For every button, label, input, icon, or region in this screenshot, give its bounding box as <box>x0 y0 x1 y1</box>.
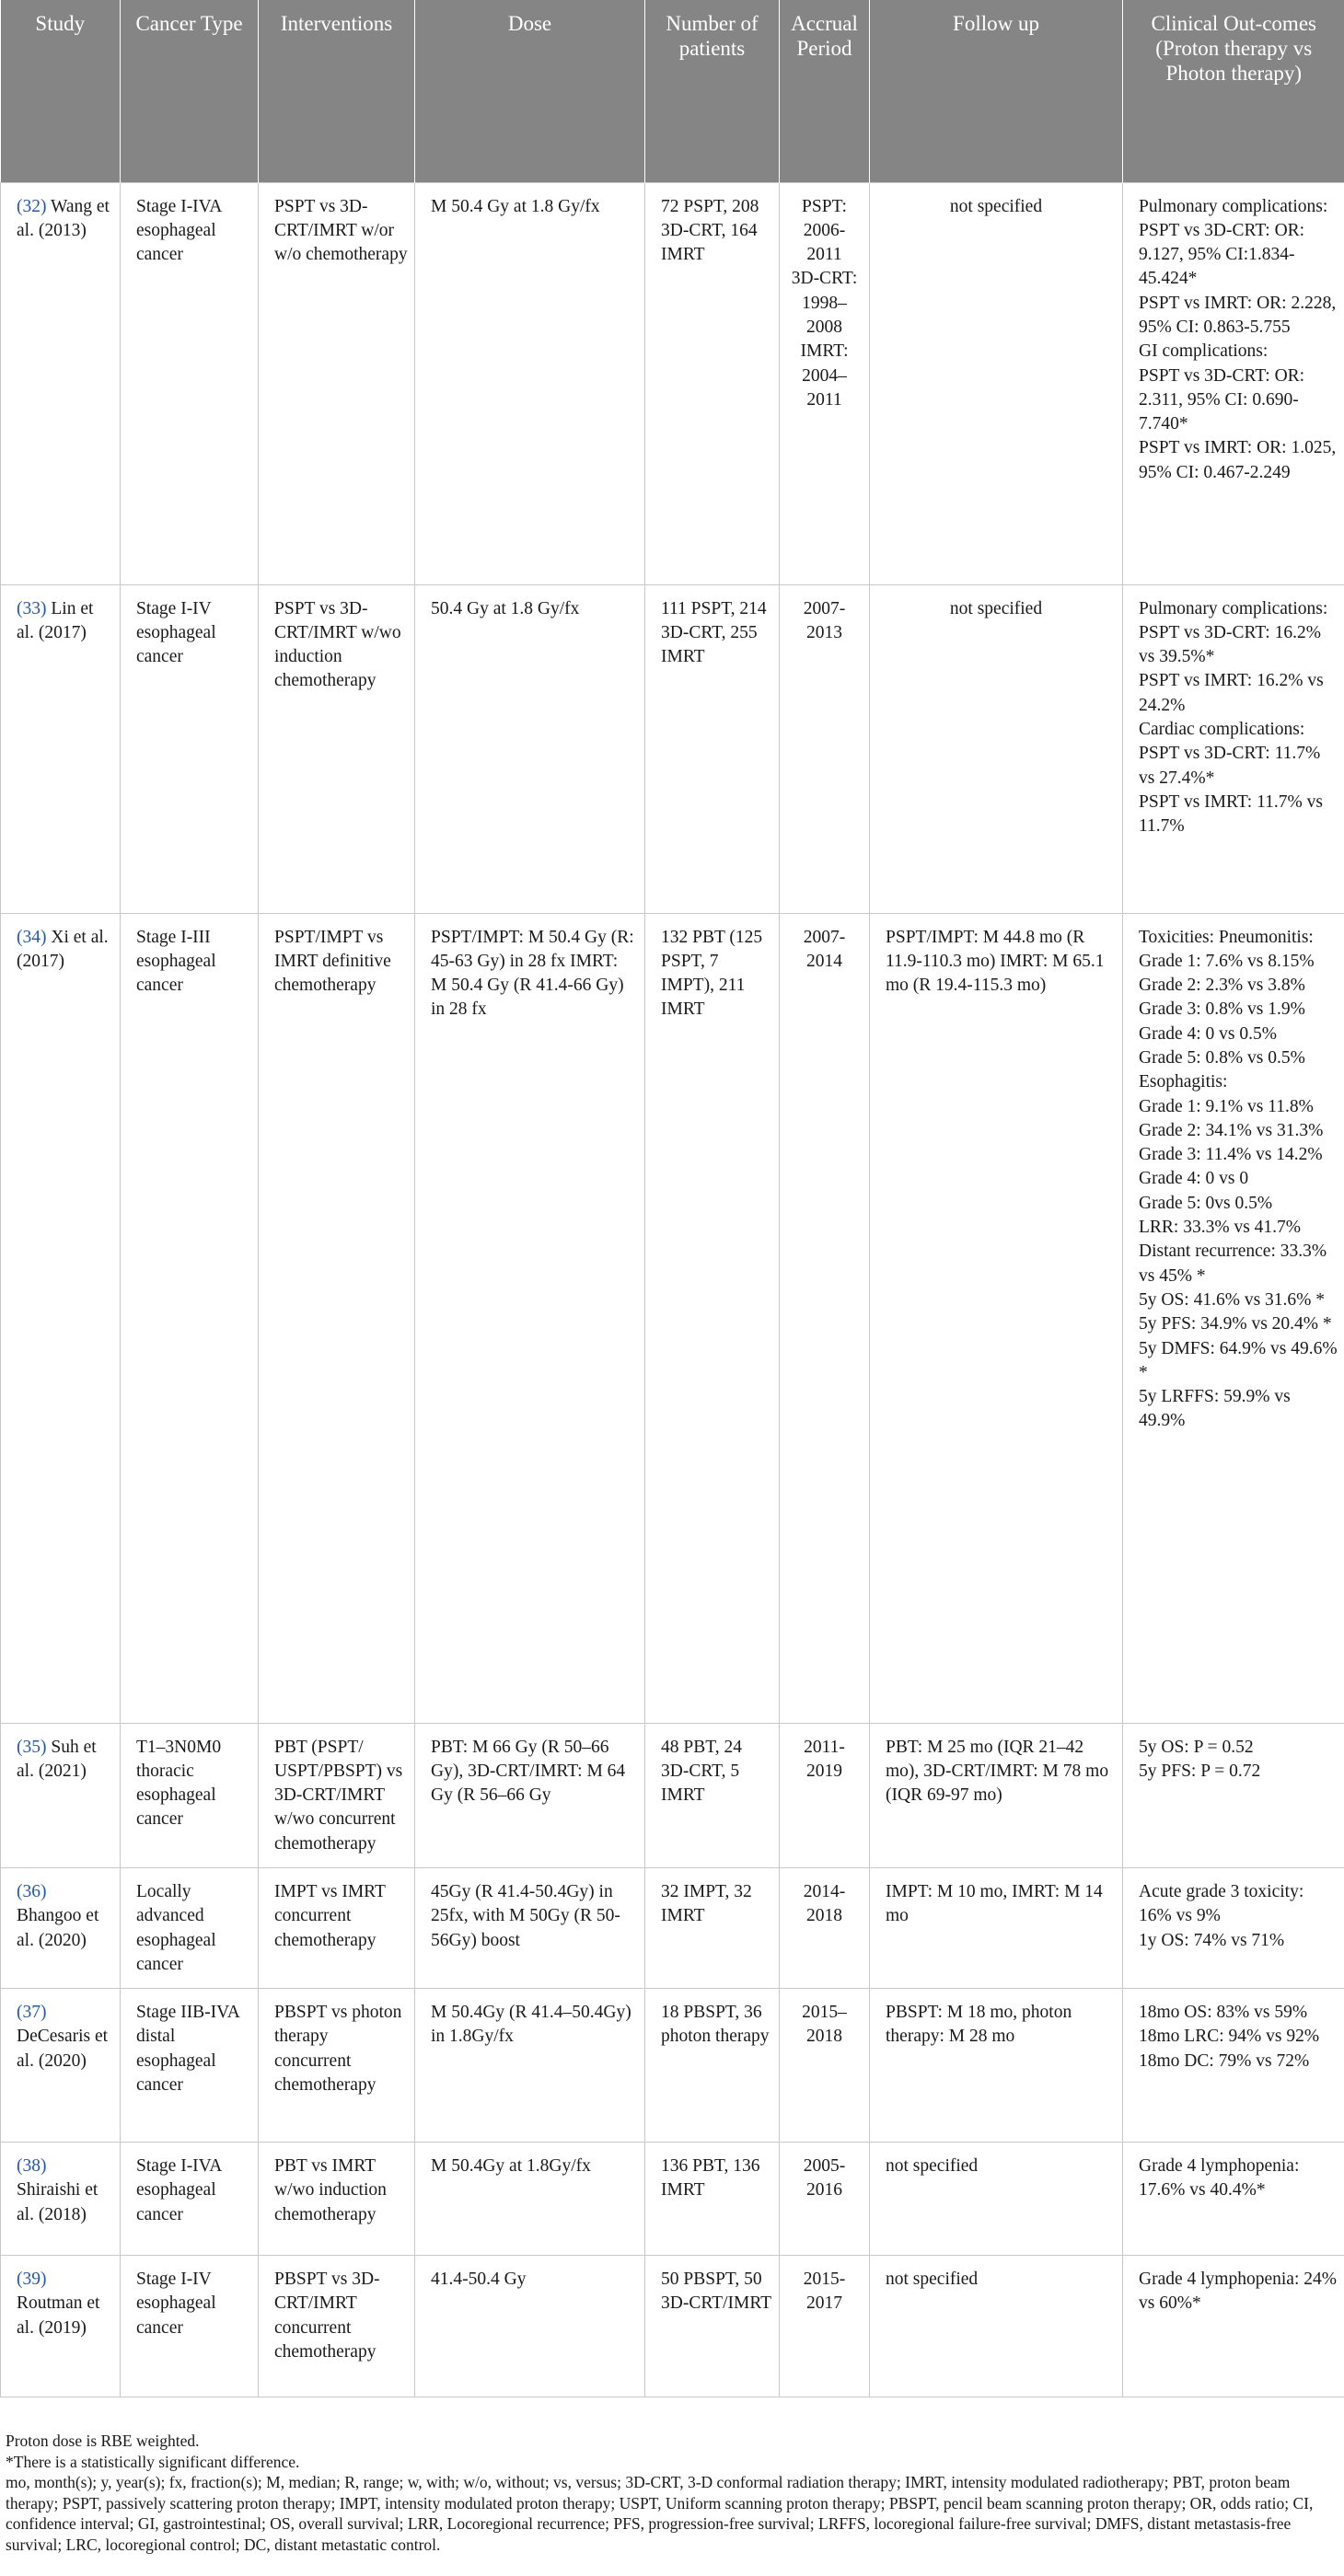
patients-cell <box>645 1989 780 2143</box>
study-cell <box>1 913 121 1723</box>
table-row <box>1 2256 1344 2397</box>
outcome-line: Grade 5: 0.8% vs 0.5% <box>1139 1047 1305 1068</box>
accrual-cell <box>780 182 870 584</box>
accrual-cell <box>780 1723 870 1867</box>
table-row <box>1 1723 1344 1867</box>
outcomes-cell <box>1123 1989 1344 2143</box>
patients-cell <box>645 1723 780 1867</box>
outcome-line: PSPT vs 3D-CRT: OR: 9.127, 95% CI:1.834-45.424* <box>1139 220 1305 289</box>
follow-up-text: PSPT/IMPT: M 44.8 mo (R 11.9-110.3 mo) IMRT: M 65.1 mo (R 19.4-115.3 mo) <box>886 927 1105 996</box>
outcome-line: 18mo LRC: 94% vs 92% <box>1139 2027 1320 2047</box>
study-cell <box>1 2256 121 2397</box>
outcome-line: Grade 2: 2.3% vs 3.8% <box>1139 976 1305 996</box>
header-study: Study <box>1 0 121 182</box>
accrual-line: 2007-2014 <box>803 927 846 971</box>
outcome-line: PSPT vs IMRT: OR: 2.228, 95% CI: 0.863-5.755 <box>1139 293 1337 337</box>
outcome-line: 5y LRFFS: 59.9% vs 49.9% <box>1139 1387 1291 1431</box>
follow-up-cell <box>870 1989 1123 2143</box>
reference-link[interactable]: (32) <box>17 196 47 216</box>
follow-up-cell <box>870 2143 1123 2256</box>
header-cancer-type: Cancer Type <box>121 0 259 182</box>
interventions-text: PBSPT vs 3D-CRT/IMRT concurrent chemotherapy <box>274 2270 380 2362</box>
accrual-line: 3D-CRT: 1998–2008 <box>791 269 858 337</box>
table-row <box>1 1867 1344 1988</box>
cancer-type-cell <box>121 1989 259 2143</box>
study-name: Shiraishi et al. (2018) <box>17 2180 98 2224</box>
header-follow-up: Follow up <box>870 0 1123 182</box>
interventions-cell <box>259 1867 415 1988</box>
dose-cell <box>415 913 645 1723</box>
dose-text: PSPT/IMPT: M 50.4 Gy (R: 45-63 Gy) in 28 fx IMRT: M 50.4 Gy (R 41.4-66 Gy) in 28 fx <box>431 927 634 1020</box>
interventions-cell <box>259 2256 415 2397</box>
dose-text: M 50.4Gy (R 41.4–50.4Gy) in 1.8Gy/fx <box>431 2003 631 2047</box>
follow-up-text: not specified <box>949 598 1043 618</box>
study-name: Lin et al. (2017) <box>17 598 94 642</box>
cancer-type-cell <box>121 1723 259 1867</box>
outcome-line: Cardiac complications: <box>1139 719 1305 739</box>
patients-text: 18 PBSPT, 36 photon therapy <box>661 2003 770 2047</box>
follow-up-text: PBSPT: M 18 mo, photon therapy: M 28 mo <box>886 2003 1072 2047</box>
outcomes-cell <box>1123 913 1344 1723</box>
header-row <box>1 0 1344 182</box>
patients-cell <box>645 2143 780 2256</box>
follow-up-text: not specified <box>949 196 1043 216</box>
dose-cell <box>415 2143 645 2256</box>
cancer-type-text: Stage I-IVA esophageal cancer <box>136 196 222 265</box>
interventions-cell <box>259 1989 415 2143</box>
interventions-text: PBSPT vs photon therapy concurrent chemotherapy <box>274 2003 402 2096</box>
study-name: Routman et al. (2019) <box>17 2293 100 2338</box>
follow-up-text: not specified <box>886 2270 979 2290</box>
follow-up-cell <box>870 1723 1123 1867</box>
outcome-line: 18mo DC: 79% vs 72% <box>1139 2050 1310 2071</box>
reference-link[interactable]: (39) <box>17 2270 47 2290</box>
reference-link[interactable]: (35) <box>17 1737 47 1757</box>
outcome-line: 5y OS: P = 0.52 <box>1139 1737 1254 1757</box>
interventions-text: PBT vs IMRT w/wo induction chemotherapy <box>274 2156 387 2224</box>
interventions-text: IMPT vs IMRT concurrent chemotherapy <box>274 1881 386 1950</box>
dose-cell <box>415 182 645 584</box>
table-row <box>1 182 1344 584</box>
patients-text: 50 PBSPT, 50 3D-CRT/IMRT <box>661 2270 772 2314</box>
accrual-line: PSPT: 2006-2011 <box>802 196 847 265</box>
interventions-text: PBT (PSPT/ USPT/PBSPT) vs 3D-CRT/IMRT w/wo concurrent chemotherapy <box>274 1737 403 1854</box>
table-row <box>1 1989 1344 2143</box>
patients-text: 32 IMPT, 32 IMRT <box>661 1881 752 1926</box>
reference-link[interactable]: (38) <box>17 2156 47 2177</box>
study-cell <box>1 1989 121 2143</box>
table-row <box>1 913 1344 1723</box>
outcome-line: Pulmonary complications: <box>1139 196 1328 216</box>
table-footnotes <box>6 2431 1331 2555</box>
dose-text: 41.4-50.4 Gy <box>431 2270 527 2290</box>
outcome-line: 5y OS: 41.6% vs 31.6% * <box>1139 1289 1326 1310</box>
outcome-line: 5y PFS: 34.9% vs 20.4% * <box>1139 1314 1332 1334</box>
outcome-line: PSPT vs 3D-CRT: 11.7% vs 27.4%* <box>1139 744 1321 788</box>
cancer-type-cell <box>121 2143 259 2256</box>
outcome-line: PSPT vs 3D-CRT: 16.2% vs 39.5%* <box>1139 622 1321 667</box>
reference-link[interactable]: (37) <box>17 2003 47 2023</box>
dose-text: 50.4 Gy at 1.8 Gy/fx <box>431 598 580 618</box>
reference-link[interactable]: (36) <box>17 1881 47 1901</box>
follow-up-cell <box>870 1867 1123 1988</box>
outcome-line: Grade 1: 9.1% vs 11.8% <box>1139 1096 1314 1116</box>
outcome-line: Grade 5: 0vs 0.5% <box>1139 1193 1273 1213</box>
patients-text: 111 PSPT, 214 3D-CRT, 255 IMRT <box>661 598 767 667</box>
study-name: DeCesaris et al. (2020) <box>17 2027 109 2071</box>
dose-text: 45Gy (R 41.4-50.4Gy) in 25fx, with M 50Gy (R 50-56Gy) boost <box>431 1881 620 1950</box>
patients-cell <box>645 913 780 1723</box>
dose-cell <box>415 1867 645 1988</box>
accrual-line: 2011-2019 <box>804 1737 845 1781</box>
study-cell <box>1 2143 121 2256</box>
outcomes-cell <box>1123 1867 1344 1988</box>
header-interventions: Interventions <box>259 0 415 182</box>
footnote-significance: *There is a statistically significant difference. <box>6 2452 300 2471</box>
follow-up-cell <box>870 584 1123 913</box>
cancer-type-text: T1–3N0M0 thoracic esophageal cancer <box>136 1737 222 1830</box>
dose-cell <box>415 2256 645 2397</box>
header-outcomes: Clinical Out-comes (Proton therapy vs Photon therapy) <box>1123 0 1344 182</box>
accrual-line: 2014-2018 <box>803 1881 846 1926</box>
patients-cell <box>645 1867 780 1988</box>
cancer-type-cell <box>121 182 259 584</box>
accrual-line: 2015-2017 <box>803 2270 846 2314</box>
header-dose: Dose <box>415 0 645 182</box>
study-cell <box>1 182 121 584</box>
dose-cell <box>415 584 645 913</box>
outcomes-cell <box>1123 2256 1344 2397</box>
accrual-cell <box>780 1989 870 2143</box>
outcome-line: Grade 2: 34.1% vs 31.3% <box>1139 1120 1324 1140</box>
outcome-line: 5y DMFS: 64.9% vs 49.6% * <box>1139 1338 1338 1382</box>
cancer-type-cell <box>121 2256 259 2397</box>
outcome-line: Grade 4: 0 vs 0 <box>1139 1169 1249 1189</box>
interventions-cell <box>259 182 415 584</box>
table-row <box>1 584 1344 913</box>
table-row <box>1 2143 1344 2256</box>
cancer-type-cell <box>121 584 259 913</box>
outcomes-cell <box>1123 584 1344 913</box>
dose-text: PBT: M 66 Gy (R 50–66 Gy), 3D-CRT/IMRT: M 64 Gy (R 56–66 Gy <box>431 1737 626 1806</box>
accrual-cell <box>780 1867 870 1988</box>
outcomes-cell <box>1123 2143 1344 2256</box>
cancer-type-text: Stage I-IVA esophageal cancer <box>136 2156 222 2224</box>
cancer-type-text: Stage I-IV esophageal cancer <box>136 2270 216 2338</box>
footnote-rbe: Proton dose is RBE weighted. <box>6 2432 200 2450</box>
outcome-line: 5y PFS: P = 0.72 <box>1139 1761 1261 1781</box>
study-name: Wang et al. (2013) <box>17 196 110 240</box>
study-cell <box>1 1867 121 1988</box>
dose-cell <box>415 1723 645 1867</box>
outcome-line: Acute grade 3 toxicity: 16% vs 9% <box>1139 1881 1304 1926</box>
dose-text: M 50.4Gy at 1.8Gy/fx <box>431 2156 591 2177</box>
patients-text: 72 PSPT, 208 3D-CRT, 164 IMRT <box>661 196 759 265</box>
outcome-line: PSPT vs 3D-CRT: OR: 2.311, 95% CI: 0.690-7.740* <box>1139 365 1305 434</box>
reference-link[interactable]: (34) <box>17 927 47 947</box>
outcome-line: PSPT vs IMRT: OR: 1.025, 95% CI: 0.467-2.249 <box>1139 438 1337 482</box>
interventions-cell <box>259 913 415 1723</box>
follow-up-text: PBT: M 25 mo (IQR 21–42 mo), 3D-CRT/IMRT: M 78 mo (IQR 69-97 mo) <box>886 1737 1109 1806</box>
accrual-line: IMRT: 2004–2011 <box>800 341 849 410</box>
cancer-type-text: Stage I-III esophageal cancer <box>136 927 216 996</box>
cancer-type-text: Stage IIB-IVA distal esophageal cancer <box>136 2003 239 2096</box>
outcome-line: Esophagitis: <box>1139 1072 1228 1092</box>
study-name: Suh et al. (2021) <box>17 1737 97 1781</box>
follow-up-text: IMPT: M 10 mo, IMRT: M 14 mo <box>886 1881 1103 1926</box>
patients-text: 136 PBT, 136 IMRT <box>661 2156 760 2201</box>
study-cell <box>1 584 121 913</box>
follow-up-cell <box>870 2256 1123 2397</box>
accrual-line: 2007-2013 <box>803 598 846 642</box>
outcomes-cell <box>1123 1723 1344 1867</box>
dose-text: M 50.4 Gy at 1.8 Gy/fx <box>431 196 600 216</box>
follow-up-text: not specified <box>886 2156 979 2177</box>
accrual-cell <box>780 2256 870 2397</box>
patients-text: 48 PBT, 24 3D-CRT, 5 IMRT <box>661 1737 742 1806</box>
cancer-type-text: Stage I-IV esophageal cancer <box>136 598 216 667</box>
accrual-line: 2005-2016 <box>803 2156 846 2201</box>
patients-cell <box>645 182 780 584</box>
interventions-text: PSPT vs 3D-CRT/IMRT w/wo induction chemotherapy <box>274 598 401 691</box>
follow-up-cell <box>870 182 1123 584</box>
patients-cell <box>645 2256 780 2397</box>
outcome-line: Distant recurrence: 33.3% vs 45% * <box>1139 1242 1327 1286</box>
accrual-line: 2015–2018 <box>802 2003 847 2047</box>
accrual-cell <box>780 913 870 1723</box>
follow-up-cell <box>870 913 1123 1723</box>
interventions-cell <box>259 2143 415 2256</box>
cancer-type-cell <box>121 913 259 1723</box>
outcome-line: Grade 3: 11.4% vs 14.2% <box>1139 1145 1323 1165</box>
outcome-line: Grade 4 lymphopenia: 17.6% vs 40.4%* <box>1139 2156 1300 2201</box>
outcome-line: GI complications: <box>1139 341 1269 362</box>
reference-link[interactable]: (33) <box>17 598 47 618</box>
outcome-line: Grade 3: 0.8% vs 1.9% <box>1139 999 1305 1020</box>
header-accrual: Accrual Period <box>780 0 870 182</box>
outcome-line: 1y OS: 74% vs 71% <box>1139 1930 1285 1950</box>
accrual-cell <box>780 584 870 913</box>
outcome-line: Grade 1: 7.6% vs 8.15% <box>1139 951 1315 971</box>
patients-cell <box>645 584 780 913</box>
interventions-text: PSPT vs 3D-CRT/IMRT w/or w/o chemotherapy <box>274 196 408 265</box>
dose-cell <box>415 1989 645 2143</box>
patients-text: 132 PBT (125 PSPT, 7 IMPT), 211 IMRT <box>661 927 763 1020</box>
interventions-text: PSPT/IMPT vs IMRT definitive chemotherapy <box>274 927 391 996</box>
study-name: Bhangoo et al. (2020) <box>17 1906 99 1950</box>
outcome-line: Grade 4: 0 vs 0.5% <box>1139 1023 1278 1044</box>
cancer-type-text: Locally advanced esophageal cancer <box>136 1881 216 1974</box>
outcomes-cell <box>1123 182 1344 584</box>
table-body <box>1 182 1344 2397</box>
outcome-line: LRR: 33.3% vs 41.7% <box>1139 1218 1302 1238</box>
outcome-line: 18mo OS: 83% vs 59% <box>1139 2003 1308 2023</box>
study-cell <box>1 1723 121 1867</box>
accrual-cell <box>780 2143 870 2256</box>
footnote-abbreviations: mo, month(s); y, year(s); fx, fraction(s); M, median; R, range; w, with; w/o, without; vs, versus; 3D-CRT, 3-D conformal radiation therapy; IMRT, intensity modulated radiotherapy; PBT, proton beam therapy; PSPT, passively scattering proton therapy; IMPT, intensity modulated proton therapy; USPT, Uniform scanning proton therapy; PBSPT, pencil beam scanning proton therapy; OR, odds ratio; CI, confidence interval; GI, gastrointestinal; OS, overall survival; LRR, Locoregional recurrence; PFS, progression-free survival; LRFFS, locoregional failure-free survival; DMFS, distant metastasis-free survival; LRC, locoregional control; DC, distant metastatic control. <box>6 2473 1314 2554</box>
outcome-line: Pulmonary complications: <box>1139 598 1328 618</box>
interventions-cell <box>259 1723 415 1867</box>
study-name: Xi et al. (2017) <box>17 927 109 971</box>
header-patients: Number of patients <box>645 0 780 182</box>
interventions-cell <box>259 584 415 913</box>
outcome-line: Grade 4 lymphopenia: 24% vs 60%* <box>1139 2270 1337 2314</box>
outcome-line: Toxicities: Pneumonitis: <box>1139 927 1314 947</box>
outcome-line: PSPT vs IMRT: 16.2% vs 24.2% <box>1139 671 1324 715</box>
cancer-type-cell <box>121 1867 259 1988</box>
outcome-line: PSPT vs IMRT: 11.7% vs 11.7% <box>1139 791 1323 837</box>
